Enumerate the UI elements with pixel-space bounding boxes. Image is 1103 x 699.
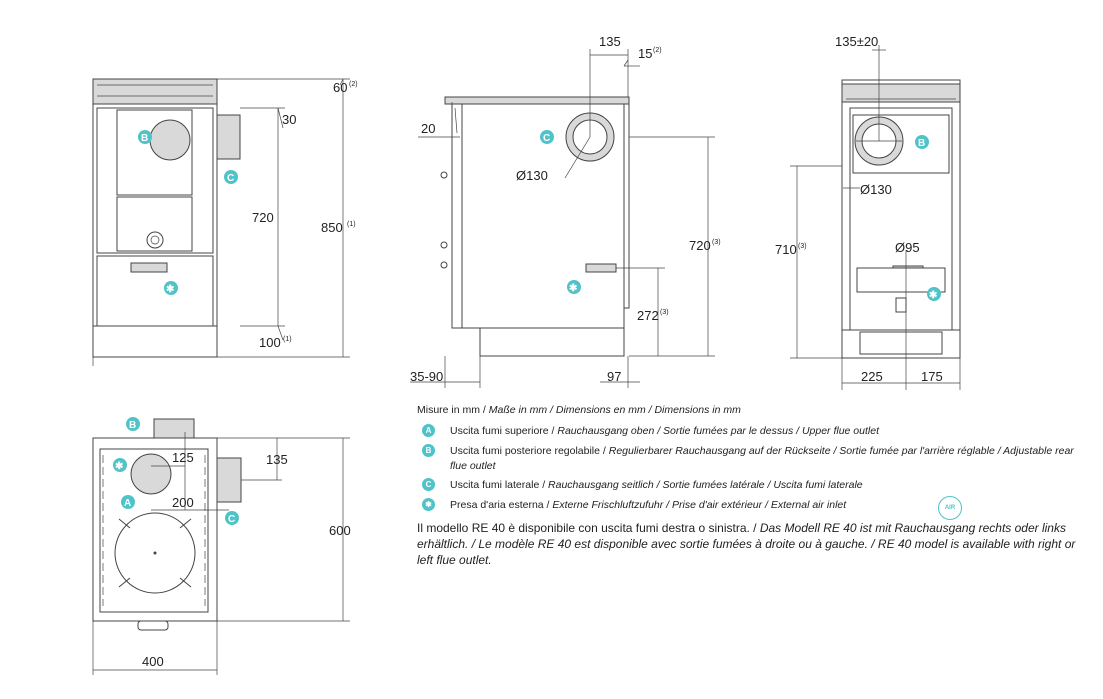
dim-720-side: 720: [689, 238, 711, 253]
dim-272-note: (3): [660, 309, 669, 316]
svg-text:✱: ✱: [115, 461, 124, 472]
marker-air-badge: ✱: [422, 498, 435, 511]
dim-95: Ø95: [895, 240, 920, 255]
dim-125: 125: [172, 450, 194, 465]
dim-175: 175: [921, 369, 943, 384]
dim-30: 30: [282, 112, 297, 127]
air-inlet-icon: AIR: [938, 496, 962, 520]
dim-97: 97: [607, 369, 622, 384]
front-view: [93, 79, 350, 366]
svg-text:C: C: [227, 173, 235, 184]
dim-20: 20: [421, 121, 436, 136]
dim-710-note: (3): [798, 243, 807, 250]
dim-720-front: 720: [252, 210, 274, 225]
dim-100-note: (1): [283, 336, 292, 343]
svg-text:✱: ✱: [929, 290, 938, 301]
dim-15-note: (2): [653, 47, 662, 54]
svg-text:✱: ✱: [569, 283, 578, 294]
svg-text:B: B: [141, 133, 149, 144]
dim-135-top: 135: [266, 452, 288, 467]
dim-130-rear: Ø130: [860, 182, 892, 197]
dim-60: 60: [333, 80, 348, 95]
dim-200: 200: [172, 495, 194, 510]
side-view: [410, 49, 715, 388]
marker-a-badge: A: [422, 424, 435, 437]
legend-item-b: B Uscita fumi posteriore regolabile / Regulierbarer Rauchausgang auf der Rückseite / Sortie fumée par l'arrière réglable / Adjustable rear flue outlet: [450, 444, 1077, 474]
dim-130-side: Ø130: [516, 168, 548, 183]
legend: [417, 403, 1077, 568]
model-note: Il modello RE 40 è disponibile con uscita fumi destra o sinistra. / Das Modell RE 40 ist mit Rauchausgang rechts oder links erhältlich. / Le modèle RE 40 est disponible avec sortie fumées à droite ou à gauche. / RE 40 model is available with right or left flue outlet.: [417, 521, 1076, 567]
dim-135-20: 135±20: [835, 34, 879, 49]
dim-272: 272: [637, 308, 659, 323]
svg-text:C: C: [543, 133, 551, 144]
dim-400: 400: [142, 654, 164, 669]
svg-text:A: A: [124, 498, 132, 509]
dim-850: 850: [321, 220, 343, 235]
dim-710: 710: [775, 242, 797, 257]
dim-100: 100: [259, 335, 281, 350]
legend-item-air: ✱ Presa d'aria esterna / Externe Frischluftzufuhr / Prise d'air extérieur / External air inlet AIR: [450, 498, 1077, 514]
svg-text:B: B: [129, 420, 137, 431]
marker-b-badge: B: [422, 444, 435, 457]
dim-850-note: (1): [347, 221, 356, 228]
legend-item-c: C Uscita fumi laterale / Rauchausgang seitlich / Sortie fumées latérale / Uscita fumi laterale: [450, 478, 1077, 494]
dim-600: 600: [329, 523, 351, 538]
svg-text:✱: ✱: [166, 284, 175, 295]
marker-c-badge: C: [422, 478, 435, 491]
units-line: Misure in mm / Maße in mm / Dimensions en mm / Dimensions in mm: [417, 404, 741, 416]
dim-225: 225: [861, 369, 883, 384]
dim-60-note: (2): [349, 81, 358, 88]
svg-text:B: B: [918, 138, 926, 149]
rear-view: [790, 45, 960, 390]
dim-720-side-note: (3): [712, 239, 721, 246]
top-view: [93, 419, 350, 675]
legend-item-a: A Uscita fumi superiore / Rauchausgang oben / Sortie fumées par le dessus / Upper flue outlet: [450, 424, 1077, 440]
dim-35-90: 35-90: [410, 369, 444, 384]
svg-text:C: C: [228, 514, 236, 525]
dim-15: 15: [638, 46, 653, 61]
dim-135-side: 135: [599, 34, 621, 49]
front-dim-labels: [252, 80, 358, 350]
